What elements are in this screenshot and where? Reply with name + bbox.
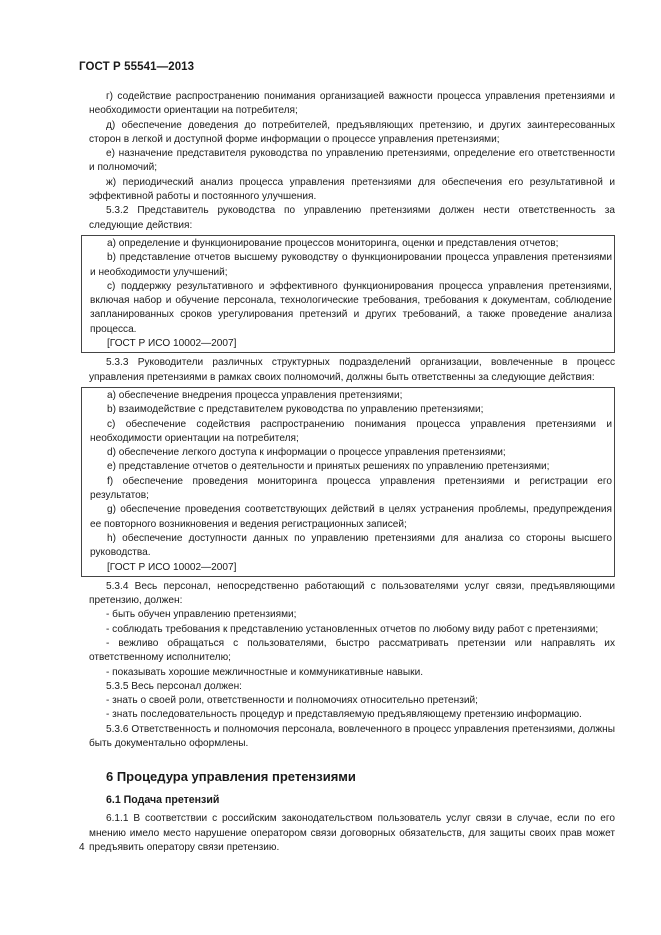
paragraph: г) содействие распространению понимания организацией важности процесса управления претензиями и необходимости ориентации на потребителя; [89,91,615,117]
paragraph: - вежливо обращаться с пользователями, быстро рассматривать претензии или направлять их ответственному исполнителю; [89,637,615,664]
paragraph: е) назначение представителя руководства по управлению претензиями, определение его ответственности и полномочий; [89,148,615,174]
page-number: 4 [79,842,85,853]
section-heading: 6 Процедура управления претензиями [106,769,356,785]
list-item: b) представление отчетов высшему руководству о функционировании процесса управления претензиями и необходимости улучшений; [90,252,612,278]
list-item: f) обеспечение проведения мониторинга процесса управления претензиями и регистрации его результатов; [90,475,612,502]
paragraph: - знать последовательность процедур и представляемую предъявляющему претензию информацию. [106,709,582,721]
list-item: a) определение и функционирование процессов мониторинга, оценки и представления отчетов; [107,237,559,249]
paragraph: 5.3.3 Руководители различных структурных подразделений организации, вовлеченные в процесс управления претензиями в рамках своих полномочий, должны быть ответственны за следующие действия: [89,357,615,383]
paragraph: - соблюдать требования к представлению установленных отчетов по любому виду работ с претензиями; [106,623,599,635]
list-item: b) взаимодействие с представителем руководства по управлению претензиями; [107,404,484,416]
paragraph: 6.1.1 В соответствии с российским законодательством пользователь услуг связи в случае, если по его мнению имело место нарушение оператором связи договорных обязательств, для защиты своих прав может предъявить оператору связи претензию. [89,813,615,853]
list-item: a) обеспечение внедрения процесса управления претензиями; [107,389,403,401]
paragraph: 5.3.6 Ответственность и полномочия персонала, вовлеченного в процесс управления претензиями, должны быть документально оформлены. [89,723,615,750]
document-code: ГОСТ Р 55541—2013 [79,61,195,73]
page-body [89,90,615,855]
paragraph: - знать о своей роли, ответственности и полномочиях относительно претензий; [106,695,478,707]
paragraph: - показывать хорошие межличностные и коммуникативные навыки. [106,666,424,678]
subsection-heading: 6.1 Подача претензий [106,794,220,807]
quoted-box-1 [81,235,615,353]
list-item: d) обеспечение легкого доступа к информации о процессе управления претензиями; [107,447,506,459]
list-item: e) представление отчетов о деятельности и принятых решениях по управлению претензиями; [107,461,550,473]
paragraph: - быть обучен управлению претензиями; [106,609,297,621]
list-item: g) обеспечение проведения соответствующих действий в целях устранения проблемы, предупреждения ее повторного возникновения и ведения регистрационных записей; [90,504,612,530]
quoted-box-2 [81,387,615,577]
list-item: c) поддержку результативного и эффективного функционирования процесса управления претензиями, включая набор и обучение персонала, технологические требования, требования к документам, соблюдение запланированных сроков урегулирования претензий и других требований, а также проведение анализа процесса. [90,280,612,335]
source-reference: [ГОСТ Р ИСО 10002—2007] [107,338,237,350]
paragraph: д) обеспечение доведения до потребителей, предъявляющих претензию, и других заинтересованных сторон в легкой и доступной форме информации о процессе управления претензиями; [89,119,615,145]
paragraph: ж) периодический анализ процесса управления претензиями для обеспечения его результативной и эффективной работы и постоянного улучшения. [89,176,615,203]
paragraph: 5.3.2 Представитель руководства по управлению претензиями должен нести ответственность за следующие действия: [89,205,615,231]
list-item: c) обеспечение содействия распространению понимания процесса управления претензиями и необходимости ориентации на потребителя; [90,418,612,444]
source-reference: [ГОСТ Р ИСО 10002—2007] [107,561,237,573]
paragraph: 5.3.5 Весь персонал должен: [106,680,242,692]
paragraph: 5.3.4 Весь персонал, непосредственно работающий с пользователями услуг связи, предъявляющими претензию, должен: [89,580,615,607]
list-item: h) обеспечение доступности данных по управлению претензиями для анализа со стороны высшего руководства. [90,532,612,559]
